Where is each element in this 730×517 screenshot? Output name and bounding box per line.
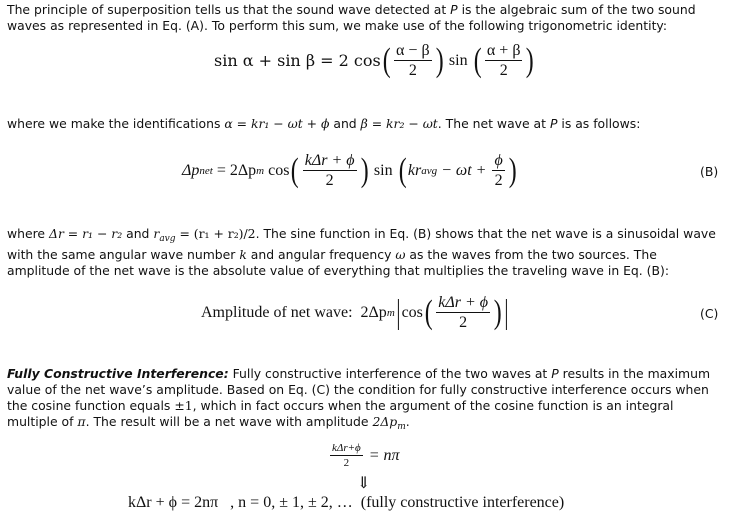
eqc-label-text: Amplitude of net wave: 2Δp [201, 303, 387, 321]
point-p: P [450, 2, 458, 17]
eqb-frac2 [492, 152, 504, 189]
eqb-minus: − ωt + [437, 161, 491, 179]
ravg-sub: avg [159, 234, 176, 244]
identity-sin: sin [448, 51, 468, 69]
cons-text-b: results in the maximum value of the net wave’s amplitude. Based on Eq. (C) the condition for fully constructive interference occurs when the cosine function equals [7, 366, 711, 413]
eqb-lhs: Δp [182, 161, 200, 179]
identity-frac2-num: α + β [486, 42, 521, 59]
identity-frac1-num: α − β [396, 42, 430, 59]
net-wave-paragraph [7, 226, 723, 279]
left-paren: ( [398, 151, 407, 189]
eqb-lhs-sub: net [199, 164, 213, 177]
cons-text-a: Fully constructive interference of the two waves at [228, 366, 552, 381]
alpha-definition: α = kr₁ − ωt + ϕ [224, 116, 330, 131]
right-paren: ) [360, 151, 369, 189]
trig-identity-equation [214, 42, 536, 79]
eqb-amp-sub: m [256, 164, 265, 177]
wave-number-k: k [239, 247, 247, 262]
equation-b [182, 152, 518, 189]
net-and: and [122, 226, 154, 241]
eqc-amp-sub: m [386, 306, 395, 319]
cons-text-d: . The result will be a net wave with amplitude [85, 414, 373, 429]
identity-frac2 [485, 42, 523, 79]
delta-r-definition: Δr = r₁ − r₂ [49, 226, 123, 241]
eqc-frac-den: 2 [459, 314, 468, 331]
identity-lhs: sin α + sin β = 2 cos [214, 51, 381, 70]
eqd-frac [330, 442, 363, 469]
down-arrow-icon: ⇓ [357, 475, 371, 492]
equation-c [201, 294, 510, 331]
point-p: P [549, 116, 558, 131]
implies-arrow [357, 473, 370, 493]
eqc-frac-num: kΔr + ϕ [438, 294, 489, 311]
identity-frac1-den: 2 [408, 62, 417, 79]
eqb-cos: cos [264, 161, 290, 179]
equation-d-top [328, 442, 400, 469]
eqb-frac1-den: 2 [325, 172, 334, 189]
cons-text-c: , which in fact occurs when the argument of the cosine function is an integral multiple of [7, 398, 674, 429]
eqd-rhs: = nπ [368, 446, 400, 464]
equation-d-final [128, 494, 564, 512]
identity-frac1 [394, 42, 432, 79]
ident-text-a: where we make the identifications [7, 116, 225, 131]
angular-frequency-omega: ω [395, 247, 406, 262]
net-text-d: as the waves from the two sources. The amplitude of the net wave is the absolute value of everything that multiplies the traveling wave in Eq. (B): [7, 247, 670, 278]
right-paren: ) [526, 41, 535, 79]
constructive-heading: Fully Constructive Interference: [7, 366, 229, 381]
eqb-frac2-den: 2 [494, 172, 503, 189]
net-text-b: . The sine function in Eq. (B) shows that the net wave is a sinusoidal wave with the same angular wave number [7, 226, 716, 262]
pi-symbol: π [77, 414, 86, 429]
point-p: P [551, 366, 559, 381]
eqc-frac [436, 294, 490, 331]
beta-definition: β = kr₂ − ωt [360, 116, 438, 131]
intro-paragraph [7, 2, 723, 34]
right-paren: ) [508, 151, 517, 189]
eqd-frac-num: kΔr+ϕ [332, 442, 361, 454]
ravg-var: r [153, 226, 160, 241]
constructive-paragraph [7, 366, 723, 435]
eqb-kr: kr [407, 161, 422, 179]
left-paren: ( [424, 293, 433, 331]
cons-amp: 2Δp [372, 414, 398, 429]
cons-amp-sub: m [397, 422, 406, 432]
eqb-label: (B) [700, 164, 719, 179]
left-paren: ( [291, 151, 300, 189]
abs-bar-right: | [504, 293, 509, 331]
intro-text-a: The principle of superposition tells us that the sound wave detected at [7, 2, 451, 17]
ident-and: and [329, 116, 361, 131]
identity-frac2-den: 2 [499, 62, 508, 79]
eqb-frac2-num: ϕ [494, 152, 503, 169]
eqb-eq: = 2Δp [212, 161, 257, 179]
net-text-a: where [7, 226, 49, 241]
eqb-frac1 [303, 152, 357, 189]
eqc-label: (C) [700, 306, 719, 321]
eqd-frac-den: 2 [343, 457, 350, 469]
right-paren: ) [493, 293, 502, 331]
net-text-c: and angular frequency [246, 247, 396, 262]
abs-bar-left: | [396, 293, 401, 331]
eqb-sin: sin [373, 161, 393, 179]
left-paren: ( [473, 41, 482, 79]
right-paren: ) [435, 41, 444, 79]
cons-text-e: . [405, 414, 410, 429]
left-paren: ( [382, 41, 391, 79]
plus-minus-one: ±1 [174, 398, 193, 413]
eqb-kr-sub: avg [421, 164, 438, 177]
eqd-final: kΔr + ϕ = 2nπ , n = 0, ± 1, ± 2, … (fully constructive interference) [128, 494, 565, 511]
ident-text-b: . The net wave at [437, 116, 550, 131]
ident-text-c: is as follows: [557, 116, 641, 131]
identification-paragraph [7, 116, 723, 132]
eqb-frac1-num: kΔr + ϕ [304, 152, 355, 169]
intro-text-b: is the algebraic sum of the two sound waves as represented in Eq. (A). To perform this sum, we make use of the following trigonometric identity: [7, 2, 696, 33]
ravg-definition: = (r₁ + r₂)/2 [175, 226, 256, 241]
eqc-cos: cos [401, 303, 423, 321]
